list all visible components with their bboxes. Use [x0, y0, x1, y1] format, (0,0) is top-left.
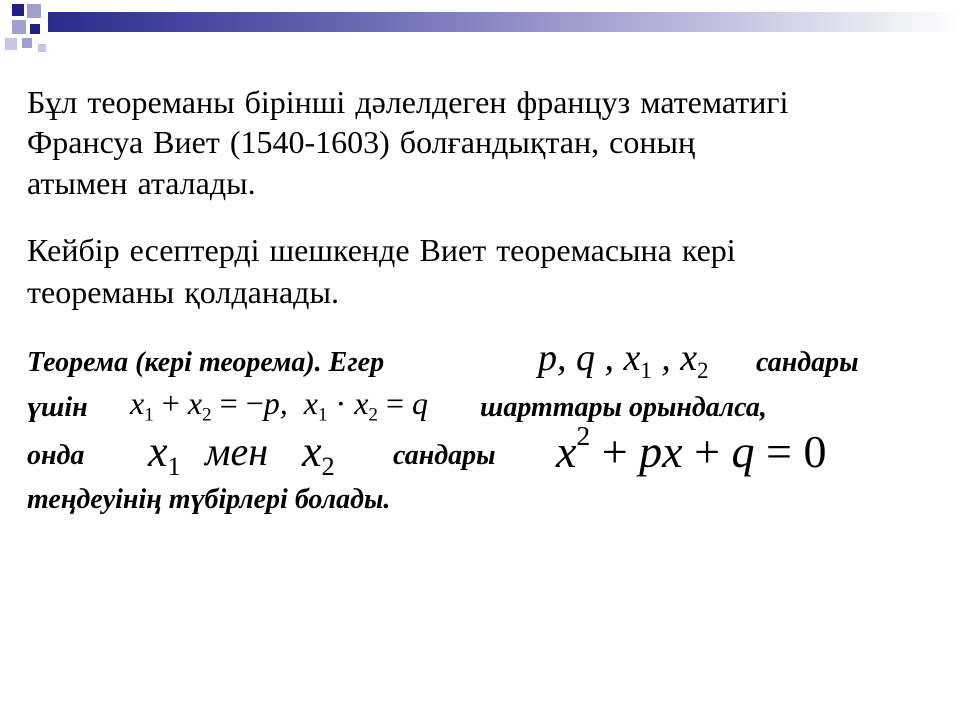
theorem-numbers-word2: сандары	[393, 440, 496, 471]
math-vieta-conditions: $x_1 + x_2 = -p$, $x_1 \cdot x_2 = q$	[130, 385, 429, 426]
header-square-light	[12, 20, 26, 34]
theorem-then-word: онда	[27, 440, 85, 471]
theorem-conditions-text: шарттары орындалса,	[480, 392, 767, 423]
math-x2: $x_2$	[302, 427, 335, 482]
math-men-word: мен	[205, 429, 269, 474]
header-square-dark	[12, 4, 24, 16]
header-square-light	[38, 44, 46, 52]
header-gradient-bar	[48, 12, 960, 32]
header-square-dark	[30, 24, 40, 34]
theorem-last-line: теңдеуінің түбірлері болады.	[27, 484, 391, 515]
math-variables: p, q , $x_1$ , $x_2$	[538, 337, 709, 383]
paragraph1-line3: атымен аталады.	[27, 165, 256, 201]
math-quadratic-equation: $x^2$ + px + q = 0	[556, 420, 827, 478]
theorem-for-word: үшін	[27, 392, 88, 423]
header-square-light	[27, 4, 41, 18]
theorem-numbers-word: сандары	[756, 347, 859, 378]
paragraph1-line1: Бұл теореманы бірінші дәлелдеген француз математигі	[27, 84, 789, 120]
header-square-light	[22, 38, 32, 48]
slide-header-decoration	[0, 0, 960, 60]
header-square-light	[5, 38, 17, 50]
paragraph2-line2: теореманы қолданады.	[27, 274, 339, 310]
theorem-label: Теорема (кері теорема). Егер	[27, 347, 385, 378]
paragraph2-line1: Кейбір есептерді шешкенде Виет теоремасына кері	[27, 232, 736, 268]
math-x1: $x_1$	[148, 427, 181, 482]
paragraph1-line2: Франсуа Виет (1540-1603) болғандықтан, соның	[27, 124, 696, 160]
